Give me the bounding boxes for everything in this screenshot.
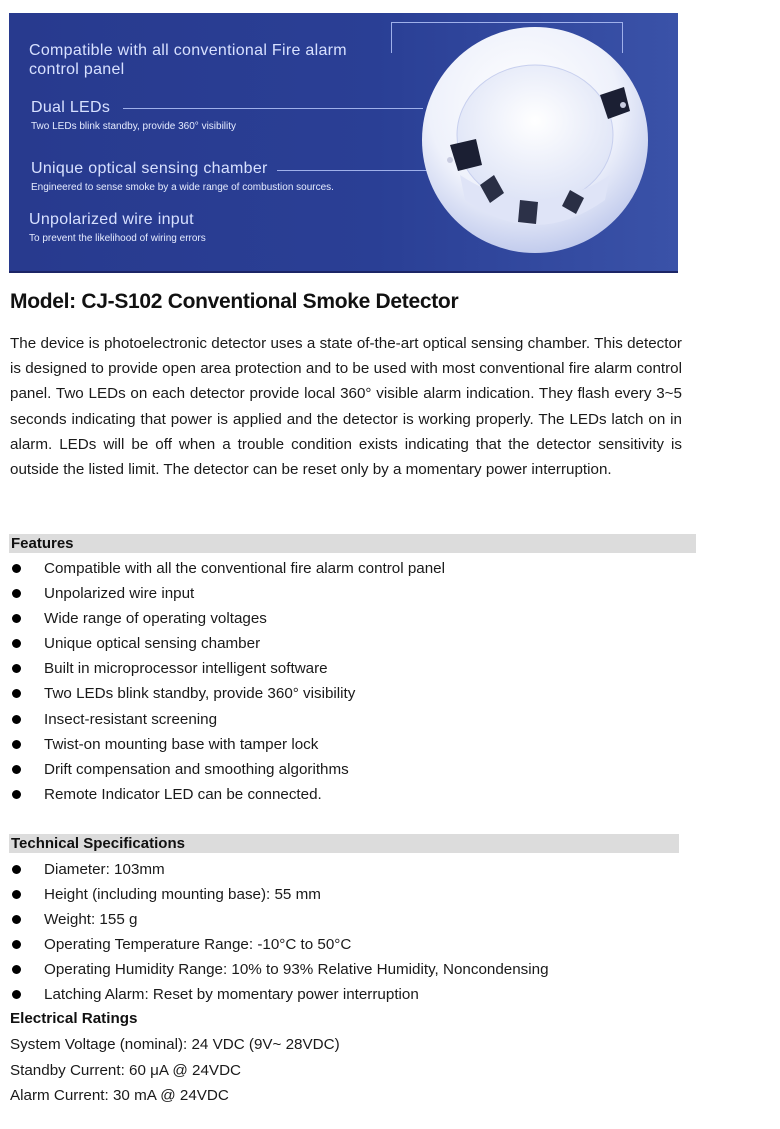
product-banner — [9, 13, 678, 273]
list-item-text: Insect-resistant screening — [44, 710, 218, 728]
list-item-text: Unique optical sensing chamber — [44, 635, 261, 653]
list-item — [10, 857, 549, 882]
list-item-text: Compatible with all the conventional fire alarm control panel — [44, 560, 445, 577]
leader-line — [277, 170, 437, 171]
bullet-icon — [12, 765, 21, 774]
banner-callout-unpolarized — [29, 211, 206, 244]
bullet-icon — [12, 990, 21, 999]
callout-title: Unique optical sensing chamber — [31, 160, 268, 177]
rating-line: System Voltage (nominal): 24 VDC (9V~ 28VDC) — [10, 1036, 340, 1053]
list-item-text: Two LEDs blink standby, provide 360° visibility — [44, 685, 356, 703]
list-item — [10, 782, 445, 807]
callout-title: Unpolarized wire input — [29, 211, 194, 228]
bullet-icon — [12, 865, 21, 874]
bullet-icon — [12, 790, 21, 799]
list-item — [10, 606, 445, 631]
electrical-ratings-list — [10, 1032, 340, 1109]
bullet-icon — [12, 664, 21, 673]
list-item-text: Height (including mounting base): 55 mm — [44, 886, 321, 904]
bullet-icon — [12, 715, 21, 724]
leader-line — [123, 108, 423, 109]
list-item-text: Built in microprocessor intelligent software — [44, 660, 328, 678]
list-item — [10, 732, 445, 757]
bullet-icon — [12, 564, 21, 573]
banner-callout-optical-chamber — [31, 160, 334, 193]
list-item — [10, 757, 445, 782]
callout-title: Compatible with all conventional Fire alarm control panel — [29, 42, 347, 78]
tech-specs-list — [10, 857, 549, 1008]
bullet-icon — [12, 915, 21, 924]
list-item — [10, 907, 549, 932]
bullet-icon — [12, 890, 21, 899]
electrical-ratings-heading: Electrical Ratings — [10, 1010, 138, 1027]
list-item — [10, 932, 549, 957]
banner-callout-compatible — [29, 41, 349, 79]
callout-subtitle: To prevent the likelihood of wiring errors — [29, 233, 206, 244]
callout-title: Dual LEDs — [31, 99, 111, 116]
bullet-icon — [12, 689, 21, 698]
list-item — [10, 656, 445, 681]
list-item-text: Operating Temperature Range: -10°C to 50°C — [44, 936, 352, 954]
list-item-text: Latching Alarm: Reset by momentary power interruption — [44, 986, 419, 1004]
list-item — [10, 882, 549, 907]
bullet-icon — [12, 639, 21, 648]
features-list — [10, 556, 445, 807]
tech-specs-heading: Technical Specifications — [9, 834, 679, 853]
page-title: Model: CJ-S102 Conventional Smoke Detector — [10, 290, 459, 313]
bullet-icon — [12, 940, 21, 949]
product-description: The device is photoelectronic detector uses a state of-the-art optical sensing chamber. This detector is designed to provide open area protection and to be used with most conventional fire alarm control panel. Two LEDs on each detector provide local 360° visible alarm indication. They flash every 3~5 seconds indicating that power is applied and the detector is working properly. The LEDs latch on in alarm. LEDs will be off when a trouble condition exists indicating that the detector sensitivity is outside the listed limit. The detector can be reset only by a momentary power interruption. — [10, 335, 682, 479]
bullet-icon — [12, 589, 21, 598]
features-heading: Features — [9, 534, 696, 553]
list-item-text: Twist-on mounting base with tamper lock — [44, 735, 319, 753]
list-item — [10, 631, 445, 656]
list-item — [10, 982, 549, 1007]
rating-line: Alarm Current: 30 mA @ 24VDC — [10, 1087, 229, 1105]
list-item-text: Unpolarized wire input — [44, 585, 195, 603]
list-item-text: Weight: 155 g — [44, 911, 138, 929]
list-item-text: Drift compensation and smoothing algorithms — [44, 760, 349, 778]
list-item-text: Operating Humidity Range: 10% to 93% Relative Humidity, Noncondensing — [44, 961, 549, 979]
list-item — [10, 707, 445, 732]
banner-callout-dual-leds — [31, 99, 236, 132]
list-item — [10, 556, 445, 581]
bullet-icon — [12, 614, 21, 623]
list-item — [10, 681, 445, 706]
list-item — [10, 581, 445, 606]
callout-subtitle: Engineered to sense smoke by a wide range of combustion sources. — [31, 182, 334, 193]
callout-subtitle: Two LEDs blink standby, provide 360° visibility — [31, 121, 237, 132]
smoke-detector-image — [420, 25, 650, 255]
list-item — [10, 957, 549, 982]
bullet-icon — [12, 740, 21, 749]
rating-line: Standby Current: 60 μA @ 24VDC — [10, 1061, 242, 1079]
list-item-text: Wide range of operating voltages — [44, 610, 267, 628]
list-item-text: Diameter: 103mm — [44, 861, 165, 878]
list-item-text: Remote Indicator LED can be connected. — [44, 785, 322, 803]
bullet-icon — [12, 965, 21, 974]
